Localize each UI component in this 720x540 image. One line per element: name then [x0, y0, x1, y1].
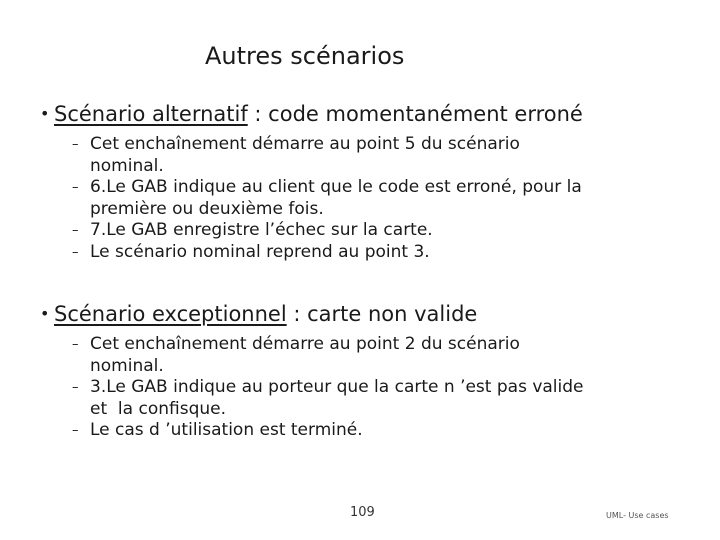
bullet-alternative-scenario [40, 100, 583, 128]
item-line: Le scénario nominal reprend au point 3. [90, 241, 430, 262]
item-line: 7.Le GAB enregistre l’échec sur la carte. [90, 220, 433, 240]
list-item [72, 177, 672, 220]
list-item [72, 134, 672, 177]
list-item [72, 334, 672, 377]
item-line: première ou deuxième fois. [90, 198, 324, 219]
dash-marker: – [72, 180, 79, 195]
item-line: 6.Le GAB indique au client que le code est erroné, pour la [90, 177, 582, 197]
page-number: 109 [350, 505, 375, 520]
bullet-heading: Scénario exceptionnel [54, 302, 287, 326]
item-line: et la confisque. [90, 398, 226, 419]
item-line: nominal. [90, 355, 164, 376]
bullet-rest: carte non valide [307, 302, 478, 326]
bullet-heading: Scénario alternatif [54, 102, 248, 126]
item-line: 3.Le GAB indique au porteur que la carte n ’est pas valide [90, 377, 584, 397]
dash-marker: – [72, 223, 79, 238]
bullet-separator: : [286, 302, 308, 326]
dash-marker: – [72, 423, 79, 438]
bullet-separator: : [247, 102, 269, 126]
list-item [72, 242, 672, 264]
item-line: nominal. [90, 155, 164, 176]
slide-title: Autres scénarios [205, 42, 405, 70]
list-item [72, 377, 672, 420]
list-item [72, 420, 672, 442]
bullet-exceptional-scenario [40, 300, 477, 328]
dash-marker: – [72, 337, 79, 352]
bullet-rest: code momentanément erroné [268, 102, 583, 126]
footer-text: UML- Use cases [606, 511, 669, 520]
bullet-marker: • [40, 304, 50, 323]
alternative-scenario-steps [72, 134, 672, 263]
bullet-marker: • [40, 104, 50, 123]
item-line: Cet enchaînement démarre au point 2 du scénario [90, 334, 520, 354]
list-item [72, 220, 672, 242]
item-line: Le cas d ’utilisation est terminé. [90, 420, 363, 440]
exceptional-scenario-steps [72, 334, 672, 442]
dash-marker: – [72, 244, 79, 260]
item-line: Cet enchaînement démarre au point 5 du scénario [90, 134, 520, 154]
dash-marker: – [72, 137, 79, 152]
dash-marker: – [72, 380, 79, 395]
